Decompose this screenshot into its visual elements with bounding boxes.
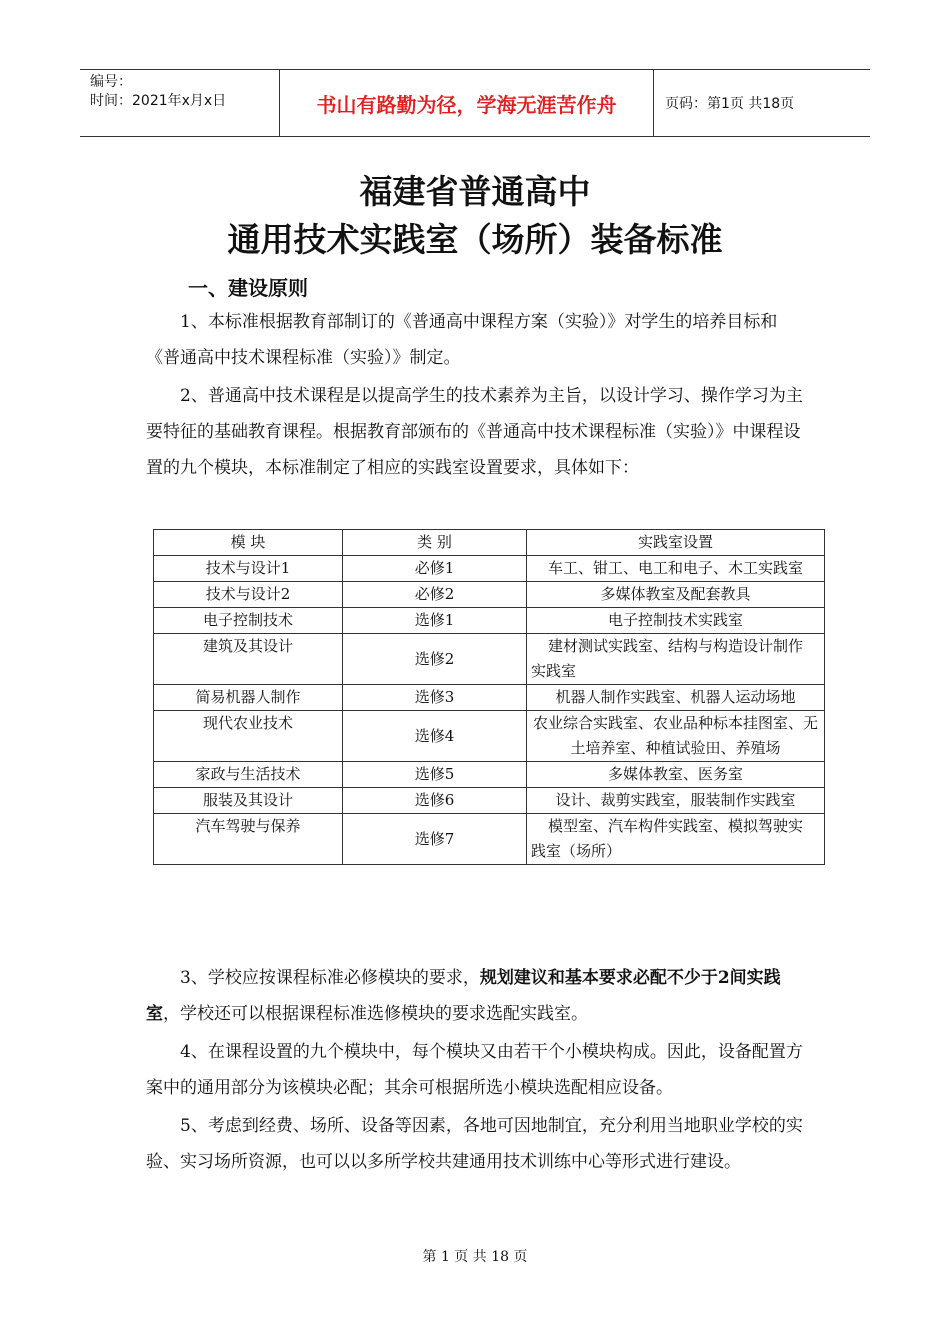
room-cell — [527, 814, 825, 865]
paragraph-block-2 — [146, 960, 810, 1180]
type-cell: 必修2 — [343, 582, 527, 608]
room-cell: 设计、裁剪实践室，服装制作实践室 — [527, 788, 825, 814]
paragraph-5: 5、考虑到经费、场所、设备等因素，各地可因地制宜，充分利用当地职业学校的实验、实习场所资源，也可以以多所学校共建通用技术训练中心等形式进行建设。 — [146, 1116, 803, 1172]
table-row — [154, 608, 825, 634]
document-title-line1: 福建省普通高中 — [359, 172, 591, 211]
type-cell: 选修1 — [343, 608, 527, 634]
module-cell: 建筑及其设计 — [154, 634, 343, 685]
paragraph-1: 1、本标准根据教育部制订的《普通高中课程方案（实验）》对学生的培养目标和《普通高中技术课程标准（实验）》制定。 — [146, 312, 778, 368]
module-cell: 电子控制技术 — [154, 608, 343, 634]
table-row — [154, 711, 825, 762]
module-cell: 现代农业技术 — [154, 711, 343, 762]
paragraph-3 — [146, 960, 810, 1032]
table-row — [154, 685, 825, 711]
room-cell: 多媒体教室、医务室 — [527, 762, 825, 788]
document-header — [80, 69, 870, 137]
paragraph-4: 4、在课程设置的九个模块中，每个模块又由若干个小模块构成。因此，设备配置方案中的通用部分为该模块必配；其余可根据所选小模块选配相应设备。 — [146, 1042, 803, 1098]
room-text: 建材测试实践室、结构与构造设计制作 — [547, 637, 803, 655]
type-cell: 必修1 — [343, 556, 527, 582]
type-cell: 选修7 — [343, 814, 527, 865]
document-title-line2: 通用技术实践室（场所）装备标准 — [227, 220, 723, 259]
module-cell: 汽车驾驶与保养 — [154, 814, 343, 865]
room-cell: 农业综合实践室、农业品种标本挂图室、无土培养室、种植试验田、养殖场 — [527, 711, 825, 762]
paragraph-3-rest: ，学校还可以根据课程标准选修模块的要求选配实践室。 — [163, 1004, 588, 1024]
table-row — [154, 788, 825, 814]
room-text-tail: 实践室 — [531, 662, 577, 680]
table-header-cell: 模 块 — [154, 530, 343, 556]
paragraph-3-emphasis: 规划建议和基本要求必配不少于2间实践室 — [146, 968, 781, 1024]
room-cell: 车工、钳工、电工和电子、木工实践室 — [527, 556, 825, 582]
page-footer: 第 1 页 共 18 页 — [422, 1249, 528, 1265]
type-cell: 选修5 — [343, 762, 527, 788]
table-header-row — [154, 530, 825, 556]
time-label: 时间：2021年x月x日 — [90, 93, 227, 109]
table-row — [154, 814, 825, 865]
module-table — [153, 529, 825, 865]
header-meta — [80, 70, 280, 136]
room-cell: 机器人制作实践室、机器人运动场地 — [527, 685, 825, 711]
module-cell: 服装及其设计 — [154, 788, 343, 814]
type-cell: 选修2 — [343, 634, 527, 685]
table-header-cell: 类 别 — [343, 530, 527, 556]
type-cell: 选修3 — [343, 685, 527, 711]
number-label: 编号： — [90, 74, 132, 90]
table-header-cell: 实践室设置 — [527, 530, 825, 556]
table-row — [154, 556, 825, 582]
header-motto: 书山有路勤为径，学海无涯苦作舟 — [280, 70, 654, 136]
module-cell: 简易机器人制作 — [154, 685, 343, 711]
table-row — [154, 762, 825, 788]
module-cell: 技术与设计1 — [154, 556, 343, 582]
type-cell: 选修6 — [343, 788, 527, 814]
header-page-info: 页码：第1页 共18页 — [665, 96, 795, 112]
module-cell: 家政与生活技术 — [154, 762, 343, 788]
type-cell: 选修4 — [343, 711, 527, 762]
room-cell: 电子控制技术实践室 — [527, 608, 825, 634]
room-text-tail: 践室（场所） — [531, 842, 622, 860]
table-row — [154, 634, 825, 685]
paragraph-2: 2、普通高中技术课程是以提高学生的技术素养为主旨，以设计学习、操作学习为主要特征的基础教育课程。根据教育部颁布的《普通高中技术课程标准（实验）》中课程设置的九个模块，本标准制定了相应的实践室设置要求，具体如下： — [146, 386, 803, 478]
module-cell: 技术与设计2 — [154, 582, 343, 608]
room-cell — [527, 634, 825, 685]
room-cell: 多媒体教室及配套教具 — [527, 582, 825, 608]
table-row — [154, 582, 825, 608]
room-text: 模型室、汽车构件实践室、模拟驾驶实 — [547, 817, 803, 835]
paragraph-block-1 — [146, 304, 810, 486]
section-heading: 一、建设原则 — [188, 276, 308, 300]
paragraph-3-text: 3、学校应按课程标准必修模块的要求， — [180, 968, 480, 988]
